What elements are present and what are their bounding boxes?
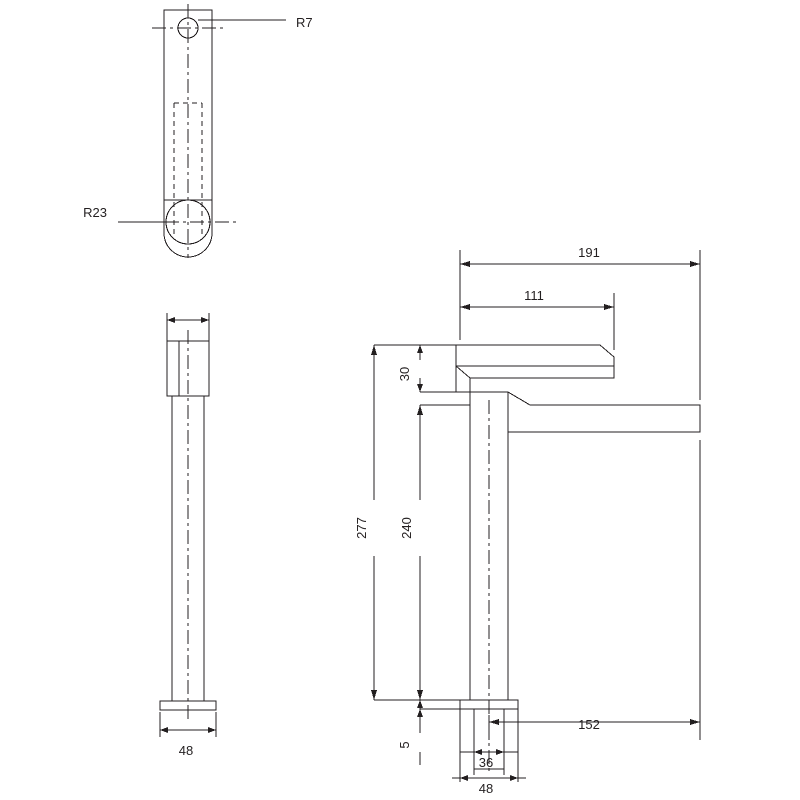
dim-label-111: 111 (524, 288, 544, 303)
dim-label-277: 277 (354, 517, 369, 539)
top-view-geometry (118, 4, 286, 258)
dim-label-191: 191 (578, 245, 600, 260)
dim-label-152: 152 (578, 717, 600, 732)
dim-label-30: 30 (397, 366, 412, 382)
dim-label-r23: R23 (83, 205, 107, 220)
dim-label-side-width-48: 48 (178, 743, 194, 758)
dim-label-5: 5 (397, 741, 412, 749)
dim-label-r7: R7 (296, 15, 313, 30)
side-view-geometry (160, 313, 216, 737)
front-view-geometry (371, 250, 700, 782)
dim-label-240: 240 (399, 517, 414, 539)
dim-label-front-width-48: 48 (478, 781, 494, 796)
dim-label-36: 36 (478, 755, 494, 770)
